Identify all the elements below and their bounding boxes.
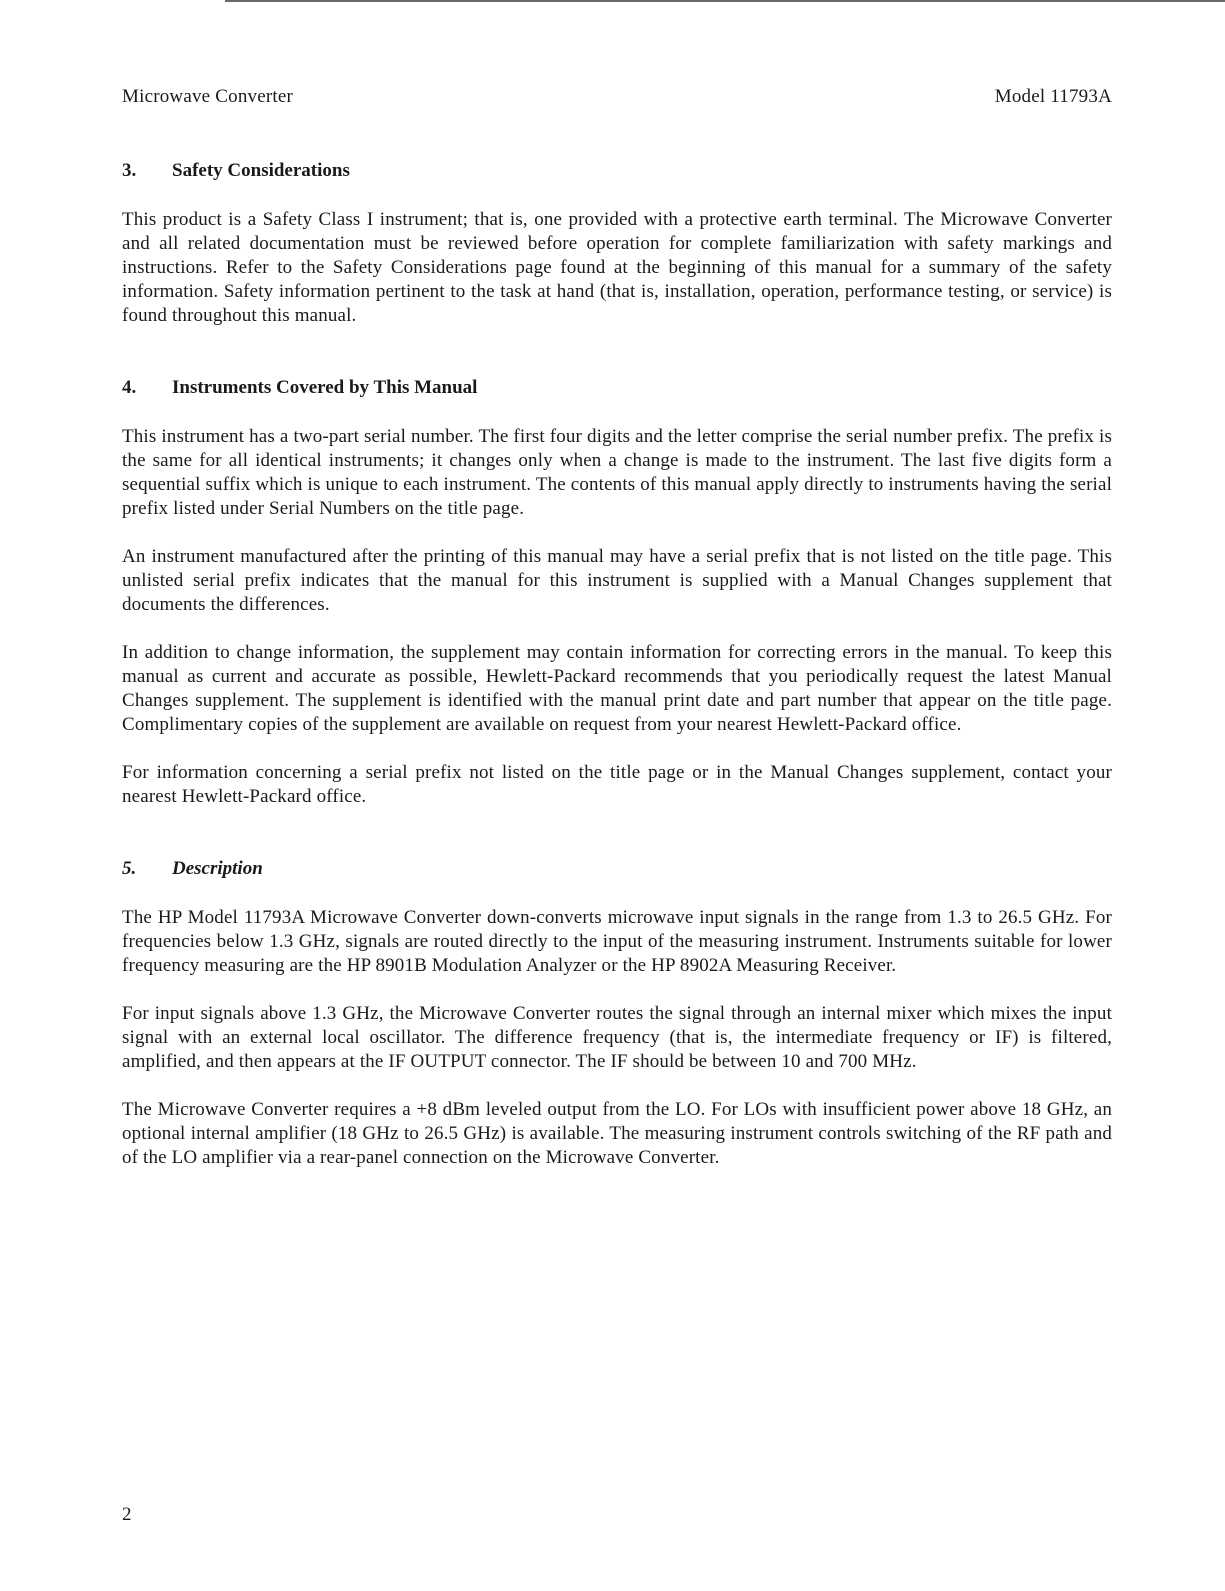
paragraph: This instrument has a two-part serial number. The first four digits and the letter comprise the serial number prefix. The prefix is the same for all identical instruments; it changes only when a change is made to the instrument. The last five digits form a sequential suffix which is unique to each instrument. The contents of this manual apply directly to instruments having the serial prefix listed under Serial Numbers on the title page. xyxy=(122,426,1112,519)
header-title: Microwave Converter xyxy=(122,86,294,107)
paragraph: An instrument manufactured after the printing of this manual may have a serial prefix that is not listed on the title page. This unlisted serial prefix indicates that the manual for this instrument is supplied with a Manual Changes supplement that documents the differences. xyxy=(122,546,1112,615)
section-3-heading xyxy=(122,158,1112,184)
paragraph: The Microwave Converter requires a +8 dBm leveled output from the LO. For LOs with insufficient power above 18 GHz, an optional internal amplifier (18 GHz to 26.5 GHz) is available. The measuring instrument controls switching of the RF path and of the LO amplifier via a rear-panel connection on the Microwave Converter. xyxy=(122,1099,1112,1168)
paragraph: The HP Model 11793A Microwave Converter down-converts microwave input signals in the range from 1.3 to 26.5 GHz. For frequencies below 1.3 GHz, signals are routed directly to the input of the measuring instrument. Instruments suitable for lower frequency measuring are the HP 8901B Modulation Analyzer or the HP 8902A Measuring Receiver. xyxy=(122,907,1112,976)
paragraph: In addition to change information, the supplement may contain information for correcting errors in the manual. To keep this manual as current and accurate as possible, Hewlett-Packard recommends that you periodically request the latest Manual Changes supplement. The supplement is identified with the manual print date and part number that appear on the title page. Complimentary copies of the supplement are available on request from your nearest Hewlett-Packard office. xyxy=(122,642,1112,735)
section-number: 3. xyxy=(122,160,137,181)
document-page xyxy=(122,84,1112,1170)
section-5-heading xyxy=(122,856,1112,882)
section-4-heading xyxy=(122,375,1112,401)
top-rule xyxy=(225,0,1225,2)
running-header xyxy=(122,84,1112,110)
section-title: Instruments Covered by This Manual xyxy=(172,377,478,398)
page-number: 2 xyxy=(122,1504,132,1525)
section-number: 5. xyxy=(122,858,137,879)
section-number: 4. xyxy=(122,377,137,398)
paragraph: This product is a Safety Class I instrument; that is, one provided with a protective earth terminal. The Microwave Converter and all related documentation must be reviewed before operation for complete familiarization with safety markings and instructions. Refer to the Safety Considerations page found at the beginning of this manual for a summary of the safety information. Safety information pertinent to the task at hand (that is, installation, operation, performance testing, or service) is found throughout this manual. xyxy=(122,209,1112,326)
paragraph: For input signals above 1.3 GHz, the Microwave Converter routes the signal through an internal mixer which mixes the input signal with an external local oscillator. The difference frequency (that is, the intermediate frequency or IF) is filtered, amplified, and then appears at the IF OUTPUT connector. The IF should be between 10 and 700 MHz. xyxy=(122,1003,1112,1072)
paragraph: For information concerning a serial prefix not listed on the title page or in the Manual Changes supplement, contact your nearest Hewlett-Packard office. xyxy=(122,762,1112,807)
section-title: Safety Considerations xyxy=(172,160,350,181)
header-model: Model 11793A xyxy=(994,86,1112,107)
section-title: Description xyxy=(172,858,263,879)
